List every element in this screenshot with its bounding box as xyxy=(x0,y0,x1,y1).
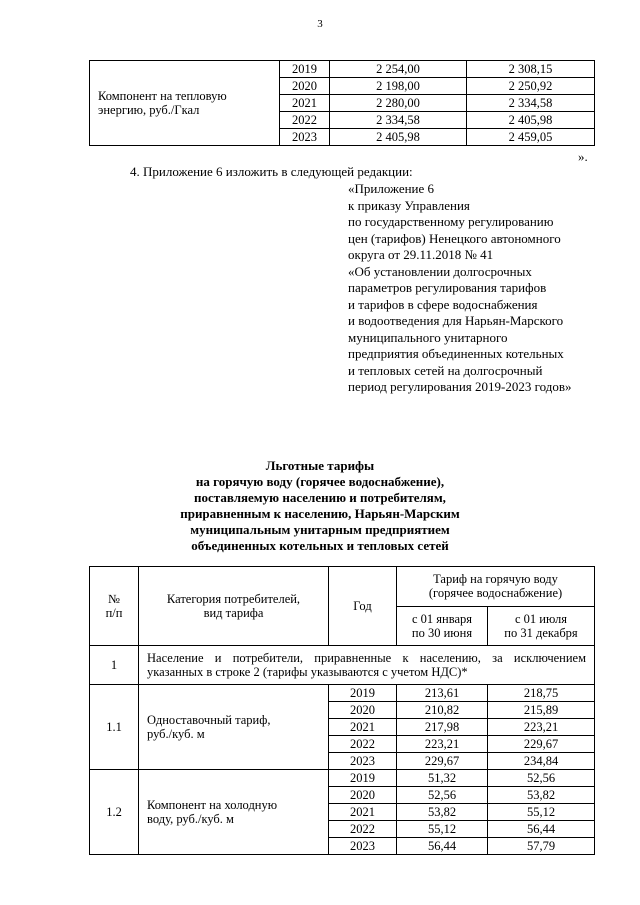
h2-header xyxy=(488,606,595,646)
header-line: п/п xyxy=(105,606,123,620)
appendix-line: по государственному регулированию xyxy=(348,214,554,229)
label-line: воду, руб./куб. м xyxy=(147,812,234,826)
value-cell: 2 334,58 xyxy=(330,112,467,129)
title-line: на горячую воду (горячее водоснабжение), xyxy=(195,474,445,489)
appendix-line: округа от 29.11.2018 № 41 xyxy=(348,247,494,262)
year-cell: 2021 xyxy=(329,804,397,821)
appendix-line: муниципального унитарного xyxy=(348,329,508,345)
document-title xyxy=(0,458,640,554)
appendix-line: предприятия объединенных котельных xyxy=(348,346,564,361)
year-cell: 2020 xyxy=(329,787,397,804)
value-cell: 2 459,05 xyxy=(467,129,595,146)
label-line: Одноставочный тариф, xyxy=(147,713,271,727)
year-cell: 2019 xyxy=(329,770,397,787)
value-cell: 229,67 xyxy=(488,736,595,753)
value-cell: 2 250,92 xyxy=(467,78,595,95)
header-line: по 30 июня xyxy=(411,625,473,640)
year-cell: 2022 xyxy=(329,736,397,753)
value-cell: 55,12 xyxy=(488,804,595,821)
value-cell: 52,56 xyxy=(397,787,488,804)
value-cell: 53,82 xyxy=(397,804,488,821)
year-cell: 2023 xyxy=(280,129,330,146)
year-cell: 2022 xyxy=(329,821,397,838)
table-row xyxy=(90,685,595,702)
value-cell: 2 280,00 xyxy=(330,95,467,112)
label-line: Компонент на тепловую xyxy=(98,89,227,103)
category-header xyxy=(139,567,329,646)
year-cell: 2020 xyxy=(329,702,397,719)
page-number: 3 xyxy=(317,18,323,30)
appendix-line: период регулирования 2019-2023 годов» xyxy=(348,379,572,394)
header-line: Тариф на горячую воду xyxy=(433,572,558,587)
year-cell: 2019 xyxy=(329,685,397,702)
value-cell: 229,67 xyxy=(397,753,488,770)
header-line: с 01 июля xyxy=(514,611,567,626)
value-cell: 213,61 xyxy=(397,685,488,702)
table-row xyxy=(90,61,595,78)
year-cell: 2022 xyxy=(280,112,330,129)
value-cell: 2 254,00 xyxy=(330,61,467,78)
title-line: приравненным к населению, Нарьян-Марским xyxy=(180,506,460,521)
value-cell: 56,44 xyxy=(397,838,488,855)
appendix-line: цен (тарифов) Ненецкого автономного xyxy=(348,230,561,246)
appendix-line: и тепловых сетей на долгосрочный xyxy=(348,362,543,378)
header-line: вид тарифа xyxy=(203,606,264,620)
value-cell: 53,82 xyxy=(488,787,595,804)
title-line: поставляемую населению и потребителям, xyxy=(194,490,446,505)
row-number: 1.1 xyxy=(90,685,139,770)
year-cell: 2023 xyxy=(329,753,397,770)
value-cell: 223,21 xyxy=(397,736,488,753)
item-4-paragraph: 4. Приложение 6 изложить в следующей редакции: xyxy=(130,164,413,179)
label-line: энергию, руб./Гкал xyxy=(98,103,200,117)
table-row xyxy=(90,770,595,787)
year-cell: 2020 xyxy=(280,78,330,95)
value-cell: 2 405,98 xyxy=(467,112,595,129)
value-cell: 217,98 xyxy=(397,719,488,736)
h1-header xyxy=(397,606,488,646)
label-line: Компонент на холодную xyxy=(147,798,278,812)
value-cell: 2 308,15 xyxy=(467,61,595,78)
title-line: Льготные тарифы xyxy=(265,458,375,473)
row-1-description: Население и потребители, приравненные к населению, за исключением указанных в строке 2 (тарифы указываются с учетом НДС)* xyxy=(139,646,595,685)
header-line: по 31 декабря xyxy=(504,625,578,640)
value-cell: 51,32 xyxy=(397,770,488,787)
heat-component-label xyxy=(90,61,280,146)
year-cell: 2019 xyxy=(280,61,330,78)
value-cell: 56,44 xyxy=(488,821,595,838)
value-cell: 223,21 xyxy=(488,719,595,736)
appendix-line: «Приложение 6 xyxy=(348,181,435,196)
header-line: с 01 января xyxy=(411,611,473,626)
year-cell: 2023 xyxy=(329,838,397,855)
title-line: муниципальным унитарным предприятием xyxy=(190,522,450,537)
value-cell: 2 198,00 xyxy=(330,78,467,95)
tariff-table xyxy=(89,566,595,855)
row-number: 1.2 xyxy=(90,770,139,855)
value-cell: 210,82 xyxy=(397,702,488,719)
year-cell: 2021 xyxy=(280,95,330,112)
value-cell: 55,12 xyxy=(397,821,488,838)
header-line: (горячее водоснабжение) xyxy=(428,586,563,601)
closing-quote: ». xyxy=(578,149,588,164)
appendix-line: и водоотведения для Нарьян-Марского xyxy=(348,313,564,328)
appendix-header xyxy=(348,181,572,396)
table-row xyxy=(90,646,595,685)
header-line: Категория потребителей, xyxy=(166,592,301,606)
tariff-type-label xyxy=(139,770,329,855)
tariff-header xyxy=(397,567,595,607)
appendix-line: к приказу Управления xyxy=(348,197,470,213)
title-line: объединенных котельных и тепловых сетей xyxy=(191,538,449,553)
year-header: Год xyxy=(329,567,397,646)
value-cell: 2 405,98 xyxy=(330,129,467,146)
appendix-line: и тарифов в сфере водоснабжения xyxy=(348,296,538,312)
num-header xyxy=(90,567,139,646)
label-line: руб./куб. м xyxy=(147,727,205,741)
appendix-line: параметров регулирования тарифов xyxy=(348,280,547,295)
header-row xyxy=(90,567,595,607)
value-cell: 52,56 xyxy=(488,770,595,787)
value-cell: 2 334,58 xyxy=(467,95,595,112)
year-cell: 2021 xyxy=(329,719,397,736)
row-number: 1 xyxy=(90,646,139,685)
value-cell: 218,75 xyxy=(488,685,595,702)
value-cell: 234,84 xyxy=(488,753,595,770)
value-cell: 57,79 xyxy=(488,838,595,855)
heat-component-table xyxy=(89,60,595,146)
tariff-type-label xyxy=(139,685,329,770)
header-line: № xyxy=(108,592,120,606)
appendix-line: «Об установлении долгосрочных xyxy=(348,263,532,279)
value-cell: 215,89 xyxy=(488,702,595,719)
